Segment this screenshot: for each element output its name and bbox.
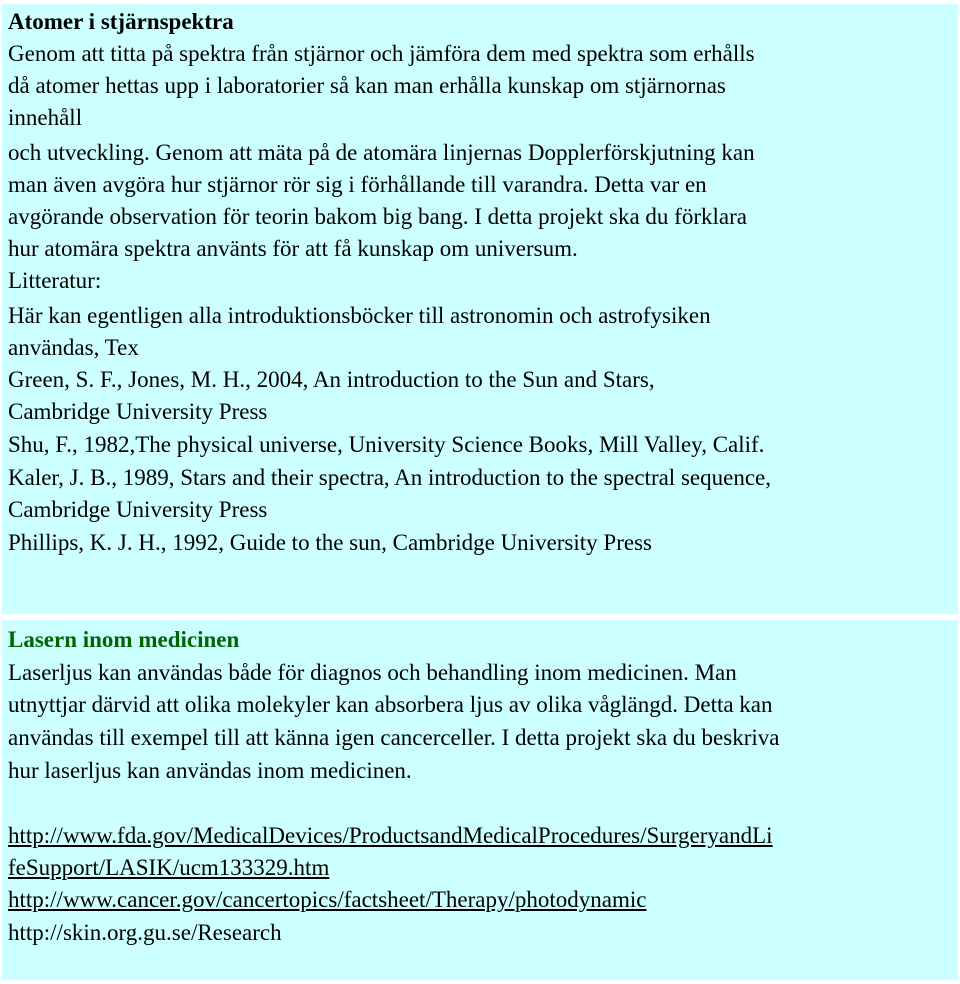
reference-line: Kaler, J. B., 1989, Stars and their spectra, An introduction to the spectral sequence, [8,465,771,490]
literature-label: Litteratur: [8,268,102,293]
section-title-laser: Lasern inom medicinen [8,627,240,652]
reference-line: Cambridge University Press [8,497,268,522]
url-skin-research: http://skin.org.gu.se/Research [8,920,282,945]
body-line: då atomer hettas upp i laboratorier så kan man erhålla kunskap om stjärnornas [8,73,726,98]
body-line: hur laserljus kan användas inom medicinen. [8,758,412,783]
body-line: man även avgöra hur stjärnor rör sig i förhållande till varandra. Detta var en [8,172,707,197]
body-line: och utveckling. Genom att mäta på de atomära linjernas Dopplerförskjutning kan [8,140,755,165]
body-line: avgörande observation för teorin bakom big bang. I detta projekt ska du förklara [8,204,747,229]
reference-line: Shu, F., 1982,The physical universe, University Science Books, Mill Valley, Calif. [8,432,765,457]
body-line: Laserljus kan användas både för diagnos och behandling inom medicinen. Man [8,660,737,685]
link-fda-lasik[interactable]: http://www.fda.gov/MedicalDevices/ProductsandMedicalProcedures/SurgeryandLi [8,823,773,848]
reference-line: Green, S. F., Jones, M. H., 2004, An introduction to the Sun and Stars, [8,367,655,392]
link-fda-lasik-continued[interactable]: feSupport/LASIK/ucm133329.htm [8,855,330,880]
link-cancer-photodynamic[interactable]: http://www.cancer.gov/cancertopics/factsheet/Therapy/photodynamic [8,887,647,912]
body-line: innehåll [8,105,83,130]
reference-line: Phillips, K. J. H., 1992, Guide to the sun, Cambridge University Press [8,530,652,555]
section-laser-panel [2,620,958,980]
reference-line: Cambridge University Press [8,399,268,424]
literature-line: Här kan egentligen alla introduktionsböcker till astronomin och astrofysiken [8,303,711,328]
body-line: utnyttjar därvid att olika molekyler kan absorbera ljus av olika våglängd. Detta kan [8,692,773,717]
body-line: användas till exempel till att känna igen cancerceller. I detta projekt ska du beskriva [8,725,780,750]
section-title-atomer: Atomer i stjärnspektra [8,9,234,34]
literature-line: användas, Tex [8,335,139,360]
body-line: Genom att titta på spektra från stjärnor och jämföra dem med spektra som erhålls [8,41,755,66]
body-line: hur atomära spektra använts för att få kunskap om universum. [8,236,578,261]
section-atomer-panel [2,4,958,614]
